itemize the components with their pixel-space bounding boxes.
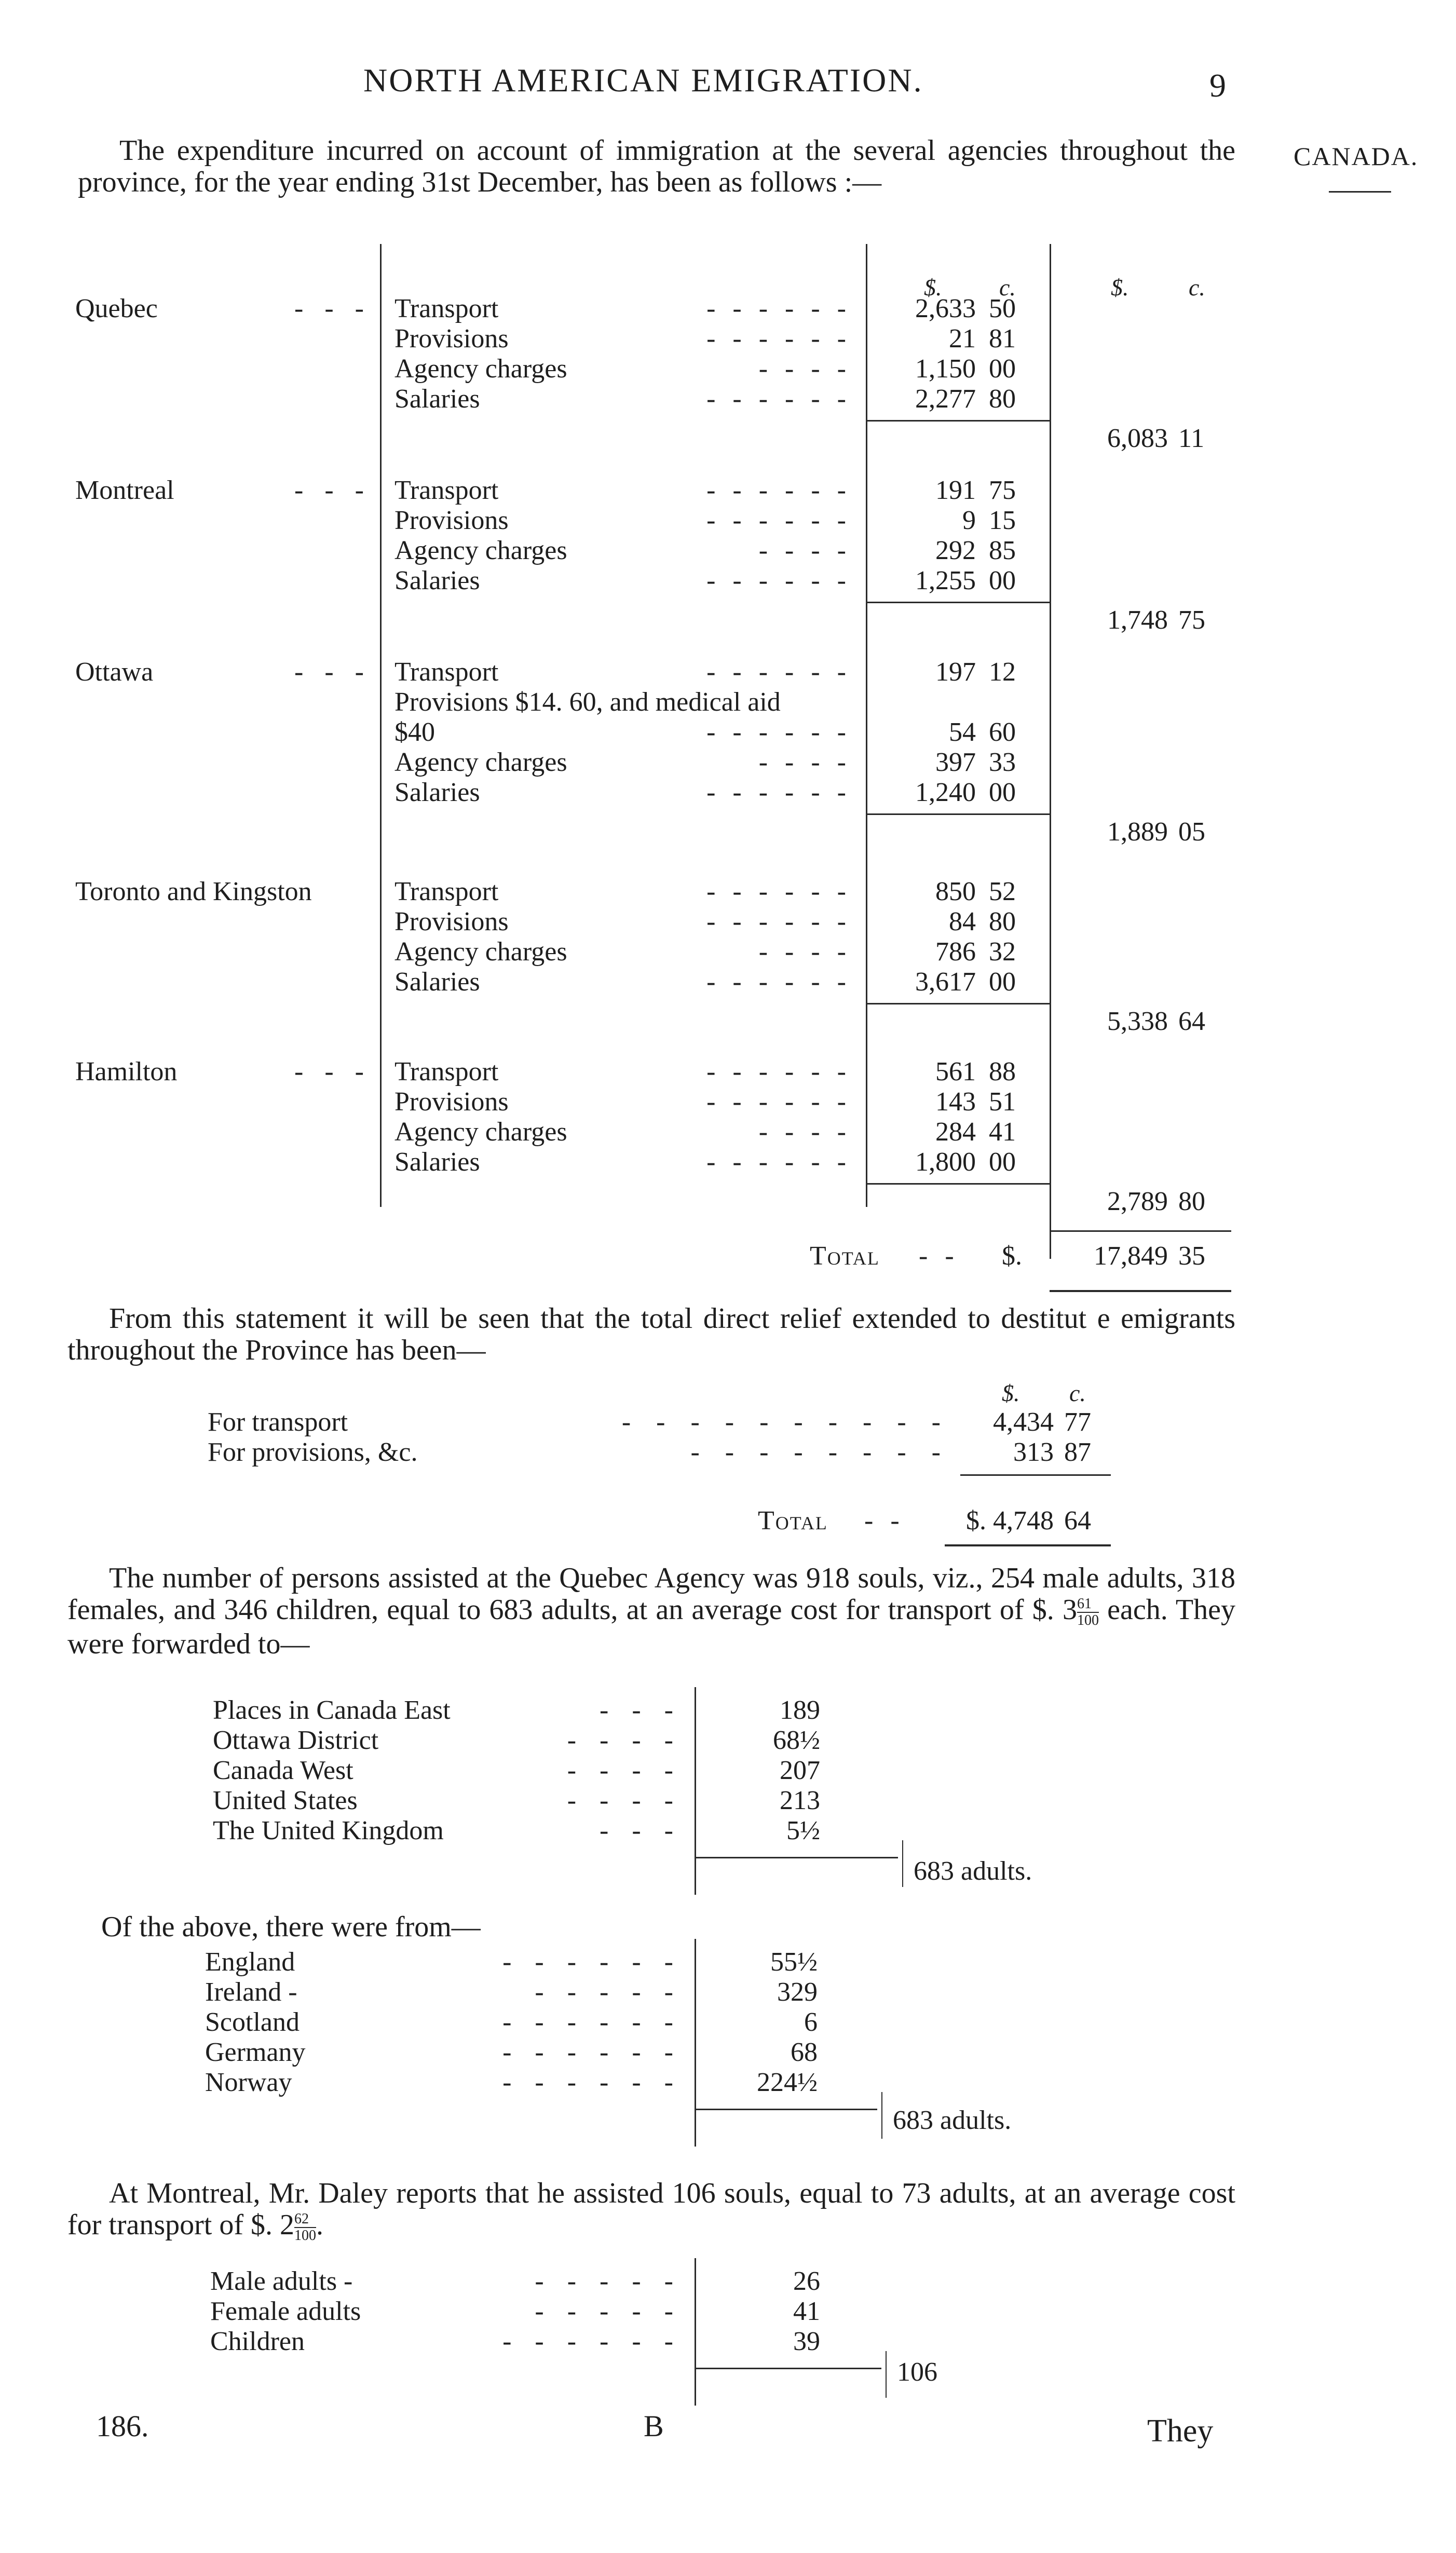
intro-paragraph: The expenditure incurred on account of immigration at the several agencies throughout the province, for the year ending 31st December, has been as follows :— [78,134,1235,198]
count-total-tick [881,2092,882,2139]
expense-dollars: 786 [935,937,976,967]
count-value: 207 [780,1756,820,1785]
count-label: Female adults [210,2297,361,2326]
relief-heading-cent: c. [1069,1380,1086,1406]
expense-dashes: - - - - - - [706,967,851,997]
count-label: Ottawa District [213,1726,379,1755]
expense-cents: 32 [989,937,1016,967]
agency-total-dollars: 1,748 [1107,605,1168,635]
count-value: 6 [804,2007,818,2037]
count-total-rule [695,2109,877,2110]
currency-heading: $. [1111,274,1129,301]
agency-total-cents: 80 [1178,1187,1205,1216]
expense-dashes: - - - - - - [706,324,851,354]
count-dashes: - - - [600,1816,682,1845]
count-value: 329 [777,1977,818,2007]
expense-label: Agency charges [394,354,567,384]
expense-label: Agency charges [394,748,567,777]
page-number: 9 [1209,67,1226,104]
page-title: NORTH AMERICAN EMIGRATION. [363,62,923,99]
expense-dollars: 54 [949,717,976,747]
origins-intro: Of the above, there were from— [101,1911,481,1943]
count-value: 213 [780,1786,820,1815]
relief-total-dollars: $. 4,748 [966,1506,1054,1536]
margin-note: CANADA. [1294,142,1419,171]
relief-total-dashes: - - [864,1506,905,1536]
relief-label: For transport [208,1407,348,1437]
expense-label: Provisions [394,907,509,936]
expense-dashes: - - - - - - [706,1147,851,1177]
grand-total-dollars: 17,849 [1094,1241,1168,1271]
currency-heading: c. [999,274,1016,301]
count-value: 189 [780,1695,820,1725]
count-total-rule [695,1857,898,1858]
quebec-fraction [1077,1596,1099,1628]
quebec-fraction-denominator: 100 [1077,1612,1099,1629]
expense-cents: 52 [989,877,1016,906]
expense-dashes: - - - - - - [706,1087,851,1117]
expense-dollars: 197 [935,657,976,687]
expense-dollars: 2,633 [915,294,976,323]
relief-dashes: - - - - - - - - - - [621,1407,950,1437]
expense-dollars: 21 [949,324,976,354]
count-total: 683 adults. [914,1856,1032,1886]
expense-dashes: - - - - [758,536,851,565]
agency-name: Ottawa [75,657,154,687]
agency-name-dashes: - - - [294,294,371,323]
expense-cents: 00 [989,354,1016,384]
count-dashes: - - - - [567,1756,682,1785]
expense-dollars: 292 [935,536,976,565]
count-label: Male adults - [210,2266,353,2296]
count-label: Norway [205,2068,292,2097]
montreal-fraction-numerator: 62 [294,2211,316,2228]
agency-name-dashes: - - - [294,476,371,505]
relief-label: For provisions, &c. [208,1437,418,1467]
expense-dashes: - - - - [758,937,851,967]
montreal-fraction-denominator: 100 [294,2228,317,2244]
expense-label: Transport [394,476,499,505]
count-dashes: - - - - - [535,1977,682,2007]
grand-total-cents: 35 [1178,1241,1205,1271]
expense-dollars: 1,240 [915,778,976,807]
expense-label: Salaries [394,1147,480,1177]
agency-total-cents: 05 [1178,817,1205,847]
expense-cents: 33 [989,748,1016,777]
count-value: 39 [793,2327,820,2356]
expense-cents: 15 [989,506,1016,535]
expense-label: Transport [394,1057,499,1087]
count-value: 26 [793,2266,820,2296]
expense-label: Agency charges [394,536,567,565]
expense-dollars: 561 [935,1057,976,1087]
agency-total-cents: 64 [1178,1007,1205,1036]
expense-cents: 75 [989,476,1016,505]
count-total-rule [695,2368,881,2369]
expense-dollars: 2,277 [915,384,976,414]
count-dashes: - - - - - - [502,1947,682,1977]
quebec-fraction-numerator: 61 [1077,1596,1099,1613]
expense-cents: 81 [989,324,1016,354]
expense-cents: 88 [989,1057,1016,1087]
count-dashes: - - - - [567,1786,682,1815]
count-dashes: - - - - - [535,2297,682,2326]
relief-dollars: 4,434 [993,1407,1054,1437]
expense-cents: 00 [989,566,1016,595]
montreal-paragraph-text: At Montreal, Mr. Daley reports that he assisted 106 souls, equal to 73 adults, at an average cost for transport of $. 2 [67,2177,1235,2241]
relief-dashes: - - - - - - - - [690,1437,950,1467]
table-column-rule [380,244,382,1207]
expense-label: Salaries [394,566,480,595]
grand-total-rule-top [1050,1230,1231,1232]
quebec-paragraph-text: The number of persons assisted at the Quebec Agency was 918 souls, viz., 254 male adults, 318 females, and 346 children, equal to 683 adults, at an average cost for transport of $. 3 [67,1562,1235,1626]
count-dashes: - - - - - - [502,2068,682,2097]
expense-dashes: - - - - - - [706,778,851,807]
count-dashes: - - - - - [535,2266,682,2296]
expense-dollars: 191 [935,476,976,505]
count-column-rule [695,1687,696,1895]
expense-dashes: - - - - - - [706,384,851,414]
expense-dollars: 284 [935,1117,976,1147]
relief-paragraph: From this statement it will be seen that the total direct relief extended to destitut e emigrants throughout the Province has been— [67,1302,1235,1366]
margin-note-rule [1329,191,1391,193]
count-label: Canada West [213,1756,353,1785]
expense-label: Provisions $14. 60, and medical aid [394,687,781,717]
expense-dashes: - - - - - - [706,907,851,936]
relief-cents: 87 [1064,1437,1091,1467]
grand-total-label: Total [810,1241,880,1271]
agency-total-cents: 75 [1178,605,1205,635]
expense-dollars: 1,255 [915,566,976,595]
expense-dollars: 9 [962,506,976,535]
count-total: 106 [897,2357,937,2387]
count-dashes: - - - [600,1695,682,1725]
expense-dollars: 3,617 [915,967,976,997]
expense-dashes: - - - - [758,1117,851,1147]
count-label: Scotland [205,2007,300,2037]
expense-cents: 00 [989,967,1016,997]
expense-dashes: - - - - [758,748,851,777]
expense-dashes: - - - - - - [706,476,851,505]
expense-cents: 00 [989,1147,1016,1177]
count-total-tick [886,2351,887,2398]
count-column-rule [695,1939,696,2147]
expense-cents: 00 [989,778,1016,807]
expense-dashes: - - - - - - [706,566,851,595]
expense-dollars: 397 [935,748,976,777]
expense-dashes: - - - - - - [706,506,851,535]
relief-total-label: Total [758,1506,828,1536]
expense-dollars: 1,800 [915,1147,976,1177]
expense-label: Agency charges [394,937,567,967]
count-label: England [205,1947,295,1977]
footer-catchword: They [1147,2413,1214,2449]
count-value: 55½ [770,1947,818,1977]
quebec-paragraph-end: each. They were forwarded to— [67,1594,1235,1661]
agency-name-dashes: - - - [294,657,371,687]
count-dashes: - - - - - - [502,2007,682,2037]
footer-signature-left: 186. [96,2409,149,2443]
footer-signature-center: B [644,2409,664,2443]
expense-dollars: 143 [935,1087,976,1117]
relief-dollars: 313 [1013,1437,1054,1467]
expense-dollars: 850 [935,877,976,906]
grand-total-rule-bottom [1050,1290,1231,1292]
count-label: Children [210,2327,305,2356]
agency-total-dollars: 2,789 [1107,1187,1168,1216]
relief-total-cents: 64 [1064,1506,1091,1536]
count-dashes: - - - - - - [502,2038,682,2067]
subtotal-rule [867,813,1050,815]
count-label: Places in Canada East [213,1695,451,1725]
count-value: 5½ [786,1816,820,1845]
agency-name: Quebec [75,294,158,323]
agency-total-cents: 11 [1178,424,1205,453]
expense-cents: 41 [989,1117,1016,1147]
count-column-rule [695,2258,696,2406]
expense-label: Salaries [394,384,480,414]
expense-dollars: 84 [949,907,976,936]
relief-heading-dollar: $. [1002,1380,1020,1406]
expense-label: Provisions [394,1087,509,1117]
currency-heading: $. [924,274,942,301]
count-label: Germany [205,2038,306,2067]
quebec-paragraph [67,1563,1235,1660]
expense-dashes: - - - - - - [706,1057,851,1087]
count-value: 41 [793,2297,820,2326]
expense-label: Provisions [394,324,509,354]
expense-cents: 50 [989,294,1016,323]
expense-cents: 80 [989,907,1016,936]
montreal-paragraph-end: . [316,2209,324,2241]
count-total-tick [902,1840,903,1887]
count-value: 224½ [757,2068,818,2097]
relief-rule-bottom [945,1544,1111,1546]
count-total: 683 adults. [893,2106,1012,2135]
expense-cents: 12 [989,657,1016,687]
expense-dashes: - - - - - - [706,657,851,687]
table-column-rule [866,244,867,1207]
count-label: The United Kingdom [213,1816,444,1845]
expense-dashes: - - - - - - [706,294,851,323]
grand-total-dashes: - - [919,1241,959,1271]
expense-cents: 60 [989,717,1016,747]
montreal-fraction [294,2211,316,2244]
expense-label: Transport [394,657,499,687]
expense-label: Salaries [394,967,480,997]
table-column-rule [1050,244,1051,1259]
count-dashes: - - - - [567,1726,682,1755]
expense-label: Provisions [394,506,509,535]
grand-total-symbol: $. [1002,1241,1022,1271]
subtotal-rule [867,420,1050,422]
agency-name: Montreal [75,476,174,505]
expense-cents: 80 [989,384,1016,414]
agency-total-dollars: 6,083 [1107,424,1168,453]
count-label: Ireland - [205,1977,297,2007]
expense-label: Transport [394,294,499,323]
expense-label: Agency charges [394,1117,567,1147]
relief-cents: 77 [1064,1407,1091,1437]
currency-heading: c. [1189,274,1205,301]
relief-rule-top [960,1474,1111,1476]
agency-name: Hamilton [75,1057,178,1087]
subtotal-rule [867,602,1050,603]
expense-cents: 51 [989,1087,1016,1117]
count-value: 68½ [773,1726,820,1755]
agency-name: Toronto and Kingston [75,877,312,906]
agency-name-dashes: - - - [294,1057,371,1087]
expense-dashes: - - - - - - [706,877,851,906]
subtotal-rule [867,1003,1050,1004]
expense-dollars: 1,150 [915,354,976,384]
agency-total-dollars: 1,889 [1107,817,1168,847]
expense-cents: 85 [989,536,1016,565]
montreal-paragraph [67,2178,1235,2244]
expense-dashes: - - - - - - [706,717,851,747]
expense-dashes: - - - - [758,354,851,384]
expense-label: Salaries [394,778,480,807]
subtotal-rule [867,1183,1050,1185]
count-value: 68 [791,2038,818,2067]
expense-label: Transport [394,877,499,906]
count-label: United States [213,1786,358,1815]
count-dashes: - - - - - - [502,2327,682,2356]
agency-total-dollars: 5,338 [1107,1007,1168,1036]
expense-label: $40 [394,717,435,747]
